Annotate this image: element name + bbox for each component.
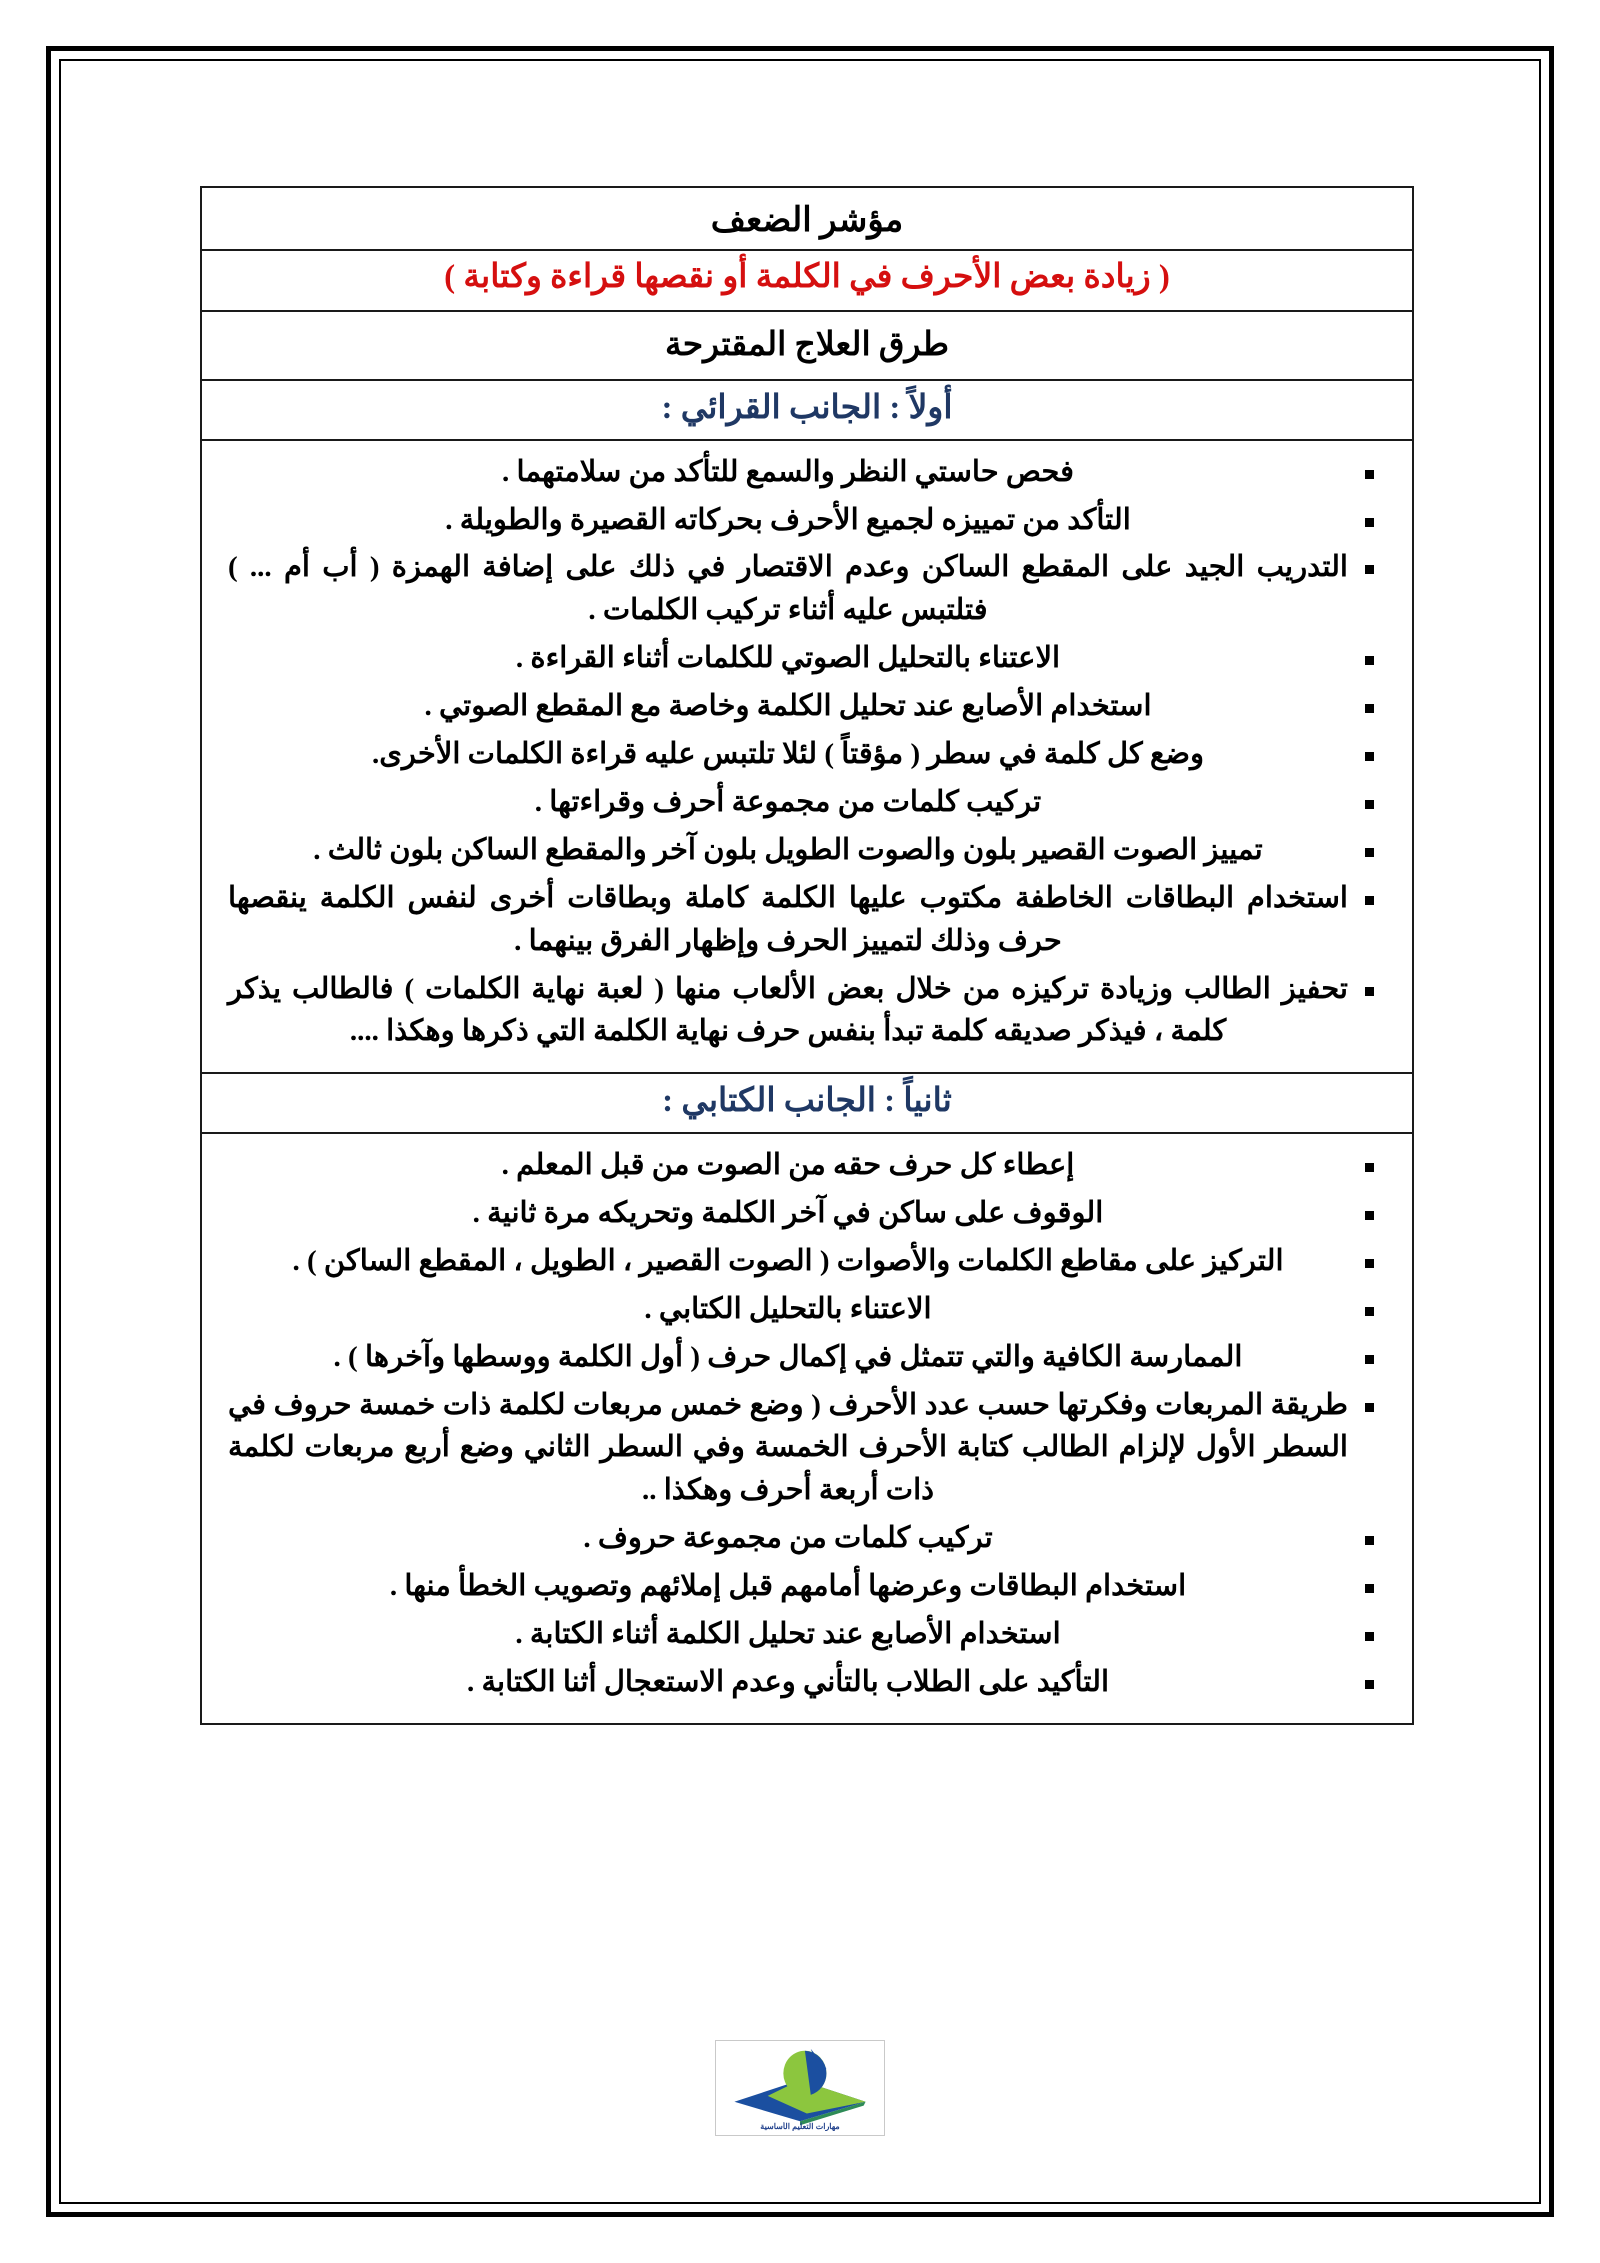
list-item: الممارسة الكافية والتي تتمثل في إكمال حرف ( أول الكلمة ووسطها وآخرها ) .	[228, 1336, 1386, 1379]
list-item: التأكيد على الطلاب بالتأني وعدم الاستعجال أثنا الكتابة .	[228, 1661, 1386, 1704]
methods-header: طرق العلاج المقترحة	[202, 312, 1412, 381]
weakness-indicator-detail: ( زيادة بعض الأحرف في الكلمة أو نقصها قراءة وكتابة )	[202, 251, 1412, 312]
list-item: التأكد من تمييزه لجميع الأحرف بحركاته القصيرة والطويلة .	[228, 499, 1386, 542]
remediation-table	[200, 186, 1414, 1725]
reading-items-list	[228, 451, 1386, 1054]
list-item: تركيب كلمات من مجموعة حروف .	[228, 1517, 1386, 1560]
logo-icon	[716, 2041, 884, 2135]
list-item: تمييز الصوت القصير بلون والصوت الطويل بلون آخر والمقطع الساكن بلون ثالث .	[228, 829, 1386, 872]
list-item: فحص حاستي النظر والسمع للتأكد من سلامتهما .	[228, 451, 1386, 494]
list-item: التركيز على مقاطع الكلمات والأصوات ( الصوت القصير ، الطويل ، المقطع الساكن ) .	[228, 1240, 1386, 1283]
list-item: إعطاء كل حرف حقه من الصوت من قبل المعلم .	[228, 1144, 1386, 1187]
list-item: استخدام الأصابع عند تحليل الكلمة أثناء الكتابة .	[228, 1613, 1386, 1656]
list-item: تركيب كلمات من مجموعة أحرف وقراءتها .	[228, 781, 1386, 824]
section-heading-writing: ثانياً : الجانب الكتابي :	[202, 1074, 1412, 1134]
list-item: استخدام البطاقات الخاطفة مكتوب عليها الكلمة كاملة وبطاقات أخرى لنفس الكلمة ينقصها حرف وذلك لتمييز الحرف وإظهار الفرق بينهما .	[228, 877, 1386, 963]
writing-items-list	[228, 1144, 1386, 1704]
list-item: الاعتناء بالتحليل الصوتي للكلمات أثناء القراءة .	[228, 637, 1386, 680]
list-item: طريقة المربعات وفكرتها حسب عدد الأحرف ( وضع خمس مربعات لكلمة ذات خمسة حروف في السطر الأول لإلزام الطالب كتابة الأحرف الخمسة وفي السطر الثاني وضع أربع مربعات لكلمة ذات أربعة أحرف وهكذا ..	[228, 1384, 1386, 1513]
writing-items-block	[202, 1134, 1412, 1723]
weakness-indicator-title: مؤشر الضعف	[202, 188, 1412, 251]
list-item: وضع كل كلمة في سطر ( مؤقتاً ) لئلا تلتبس عليه قراءة الكلمات الأخرى.	[228, 733, 1386, 776]
footer-logo	[715, 2040, 885, 2136]
reading-items-block	[202, 441, 1412, 1075]
list-item: الاعتناء بالتحليل الكتابي .	[228, 1288, 1386, 1331]
list-item: استخدام البطاقات وعرضها أمامهم قبل إملائهم وتصويب الخطأ منها .	[228, 1565, 1386, 1608]
list-item: استخدام الأصابع عند تحليل الكلمة وخاصة مع المقطع الصوتي .	[228, 685, 1386, 728]
logo-caption: مهارات التعليم الأساسية	[760, 2122, 840, 2131]
list-item: التدريب الجيد على المقطع الساكن وعدم الاقتصار في ذلك على إضافة الهمزة ( أب أم ... ) فتلتبس عليه أثناء تركيب الكلمات .	[228, 546, 1386, 632]
section-heading-reading: أولاً : الجانب القرائي :	[202, 381, 1412, 441]
list-item: تحفيز الطالب وزيادة تركيزه من خلال بعض الألعاب منها ( لعبة نهاية الكلمات ) فالطالب يذكر كلمة ، فيذكر صديقه كلمة تبدأ بنفس حرف نهاية الكلمة التي ذكرها وهكذا ....	[228, 968, 1386, 1054]
list-item: الوقوف على ساكن في آخر الكلمة وتحريكه مرة ثانية .	[228, 1192, 1386, 1235]
